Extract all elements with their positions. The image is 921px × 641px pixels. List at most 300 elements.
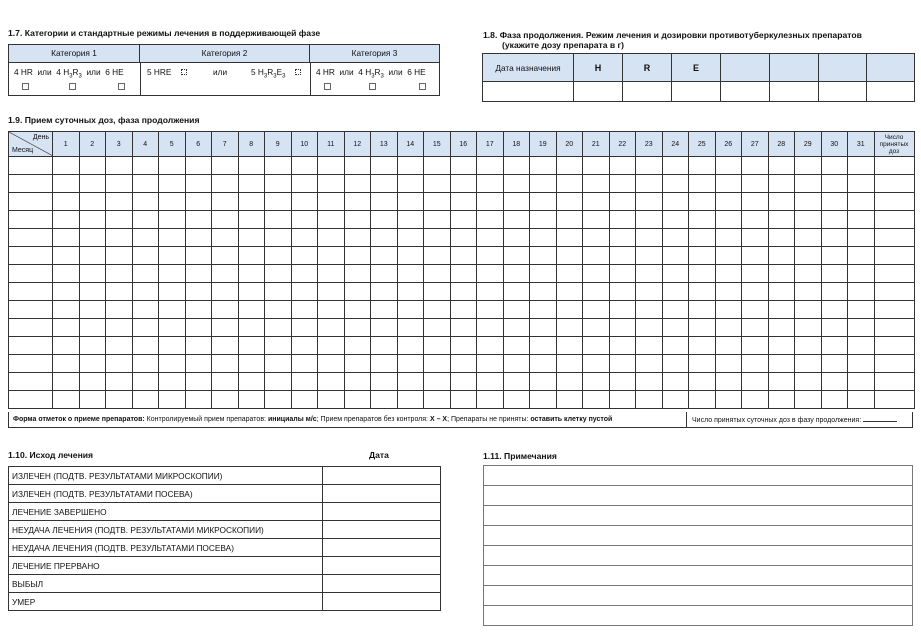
day-cell[interactable] — [265, 193, 292, 211]
day-cell[interactable] — [424, 211, 451, 229]
day-cell[interactable] — [424, 157, 451, 175]
day-cell[interactable] — [768, 391, 795, 409]
day-cell[interactable] — [583, 175, 610, 193]
doses-count-cell[interactable] — [874, 337, 914, 355]
day-cell[interactable] — [503, 211, 530, 229]
day-cell[interactable] — [450, 319, 477, 337]
day-cell[interactable] — [53, 283, 80, 301]
day-cell[interactable] — [742, 193, 769, 211]
day-cell[interactable] — [821, 211, 848, 229]
day-cell[interactable] — [397, 193, 424, 211]
outcome-date-cell[interactable] — [323, 467, 441, 485]
day-cell[interactable] — [371, 193, 398, 211]
day-cell[interactable] — [715, 193, 742, 211]
day-cell[interactable] — [662, 337, 689, 355]
day-cell[interactable] — [79, 265, 106, 283]
day-cell[interactable] — [53, 247, 80, 265]
day-cell[interactable] — [477, 301, 504, 319]
notes-input-cell[interactable] — [484, 606, 913, 626]
month-cell[interactable] — [9, 373, 53, 391]
day-cell[interactable] — [503, 193, 530, 211]
day-cell[interactable] — [821, 337, 848, 355]
day-cell[interactable] — [424, 355, 451, 373]
day-cell[interactable] — [689, 247, 716, 265]
day-cell[interactable] — [424, 337, 451, 355]
day-cell[interactable] — [53, 229, 80, 247]
day-cell[interactable] — [318, 175, 345, 193]
day-cell[interactable] — [583, 301, 610, 319]
day-cell[interactable] — [848, 229, 875, 247]
day-cell[interactable] — [212, 319, 239, 337]
day-cell[interactable] — [79, 157, 106, 175]
day-cell[interactable] — [238, 157, 265, 175]
day-cell[interactable] — [848, 265, 875, 283]
day-cell[interactable] — [291, 247, 318, 265]
day-cell[interactable] — [609, 373, 636, 391]
day-cell[interactable] — [159, 319, 186, 337]
day-cell[interactable] — [689, 373, 716, 391]
day-cell[interactable] — [291, 211, 318, 229]
day-cell[interactable] — [291, 319, 318, 337]
day-cell[interactable] — [371, 265, 398, 283]
day-cell[interactable] — [662, 175, 689, 193]
day-cell[interactable] — [344, 193, 371, 211]
day-cell[interactable] — [185, 337, 212, 355]
day-cell[interactable] — [609, 319, 636, 337]
day-cell[interactable] — [53, 391, 80, 409]
day-cell[interactable] — [397, 157, 424, 175]
day-cell[interactable] — [477, 355, 504, 373]
day-cell[interactable] — [371, 391, 398, 409]
day-cell[interactable] — [662, 283, 689, 301]
doses-count-cell[interactable] — [874, 283, 914, 301]
day-cell[interactable] — [662, 355, 689, 373]
day-cell[interactable] — [79, 355, 106, 373]
day-cell[interactable] — [742, 175, 769, 193]
day-cell[interactable] — [530, 355, 557, 373]
checkbox-c3-4hr[interactable] — [324, 83, 331, 90]
day-cell[interactable] — [689, 301, 716, 319]
month-cell[interactable] — [9, 319, 53, 337]
day-cell[interactable] — [132, 175, 159, 193]
day-cell[interactable] — [238, 193, 265, 211]
day-cell[interactable] — [556, 355, 583, 373]
day-cell[interactable] — [636, 301, 663, 319]
day-cell[interactable] — [371, 175, 398, 193]
day-cell[interactable] — [212, 265, 239, 283]
day-cell[interactable] — [530, 391, 557, 409]
day-cell[interactable] — [212, 211, 239, 229]
outcome-date-cell[interactable] — [323, 485, 441, 503]
day-cell[interactable] — [53, 211, 80, 229]
day-cell[interactable] — [106, 337, 133, 355]
day-cell[interactable] — [715, 301, 742, 319]
day-cell[interactable] — [159, 265, 186, 283]
notes-input-cell[interactable] — [484, 466, 913, 486]
day-cell[interactable] — [742, 337, 769, 355]
day-cell[interactable] — [768, 319, 795, 337]
month-cell[interactable] — [9, 391, 53, 409]
day-cell[interactable] — [212, 247, 239, 265]
outcome-date-cell[interactable] — [323, 503, 441, 521]
day-cell[interactable] — [530, 319, 557, 337]
day-cell[interactable] — [530, 157, 557, 175]
dose-input-cell[interactable] — [770, 82, 819, 102]
day-cell[interactable] — [689, 265, 716, 283]
day-cell[interactable] — [185, 391, 212, 409]
day-cell[interactable] — [106, 247, 133, 265]
day-cell[interactable] — [79, 247, 106, 265]
day-cell[interactable] — [265, 229, 292, 247]
checkbox-c2-5h3r3e3[interactable] — [295, 69, 301, 75]
day-cell[interactable] — [238, 229, 265, 247]
day-cell[interactable] — [344, 391, 371, 409]
day-cell[interactable] — [318, 211, 345, 229]
day-cell[interactable] — [821, 355, 848, 373]
day-cell[interactable] — [477, 373, 504, 391]
day-cell[interactable] — [530, 175, 557, 193]
day-cell[interactable] — [477, 319, 504, 337]
day-cell[interactable] — [636, 391, 663, 409]
doses-count-cell[interactable] — [874, 265, 914, 283]
day-cell[interactable] — [344, 283, 371, 301]
day-cell[interactable] — [609, 265, 636, 283]
day-cell[interactable] — [79, 337, 106, 355]
day-cell[interactable] — [424, 229, 451, 247]
day-cell[interactable] — [212, 283, 239, 301]
day-cell[interactable] — [212, 373, 239, 391]
day-cell[interactable] — [79, 373, 106, 391]
day-cell[interactable] — [848, 355, 875, 373]
day-cell[interactable] — [265, 337, 292, 355]
day-cell[interactable] — [238, 337, 265, 355]
day-cell[interactable] — [795, 211, 822, 229]
day-cell[interactable] — [238, 355, 265, 373]
day-cell[interactable] — [344, 211, 371, 229]
day-cell[interactable] — [159, 193, 186, 211]
day-cell[interactable] — [662, 193, 689, 211]
day-cell[interactable] — [530, 283, 557, 301]
day-cell[interactable] — [689, 157, 716, 175]
day-cell[interactable] — [132, 157, 159, 175]
day-cell[interactable] — [503, 373, 530, 391]
day-cell[interactable] — [821, 265, 848, 283]
day-cell[interactable] — [742, 211, 769, 229]
day-cell[interactable] — [795, 337, 822, 355]
day-cell[interactable] — [821, 157, 848, 175]
day-cell[interactable] — [344, 337, 371, 355]
doses-count-cell[interactable] — [874, 391, 914, 409]
day-cell[interactable] — [424, 283, 451, 301]
day-cell[interactable] — [185, 283, 212, 301]
day-cell[interactable] — [556, 193, 583, 211]
day-cell[interactable] — [238, 247, 265, 265]
day-cell[interactable] — [636, 373, 663, 391]
day-cell[interactable] — [768, 301, 795, 319]
day-cell[interactable] — [371, 211, 398, 229]
day-cell[interactable] — [503, 391, 530, 409]
day-cell[interactable] — [53, 301, 80, 319]
day-cell[interactable] — [821, 247, 848, 265]
day-cell[interactable] — [132, 391, 159, 409]
day-cell[interactable] — [689, 229, 716, 247]
day-cell[interactable] — [530, 193, 557, 211]
day-cell[interactable] — [397, 175, 424, 193]
day-cell[interactable] — [583, 229, 610, 247]
day-cell[interactable] — [106, 283, 133, 301]
day-cell[interactable] — [106, 157, 133, 175]
day-cell[interactable] — [556, 229, 583, 247]
day-cell[interactable] — [530, 265, 557, 283]
day-cell[interactable] — [79, 211, 106, 229]
day-cell[interactable] — [742, 391, 769, 409]
day-cell[interactable] — [132, 193, 159, 211]
day-cell[interactable] — [636, 283, 663, 301]
day-cell[interactable] — [450, 337, 477, 355]
day-cell[interactable] — [715, 247, 742, 265]
day-cell[interactable] — [530, 211, 557, 229]
day-cell[interactable] — [212, 355, 239, 373]
day-cell[interactable] — [556, 175, 583, 193]
day-cell[interactable] — [318, 283, 345, 301]
day-cell[interactable] — [79, 193, 106, 211]
day-cell[interactable] — [159, 373, 186, 391]
doses-count-cell[interactable] — [874, 175, 914, 193]
day-cell[interactable] — [291, 283, 318, 301]
day-cell[interactable] — [344, 247, 371, 265]
day-cell[interactable] — [79, 229, 106, 247]
day-cell[interactable] — [848, 211, 875, 229]
day-cell[interactable] — [477, 157, 504, 175]
day-cell[interactable] — [159, 283, 186, 301]
day-cell[interactable] — [503, 175, 530, 193]
day-cell[interactable] — [450, 265, 477, 283]
day-cell[interactable] — [795, 301, 822, 319]
day-cell[interactable] — [530, 337, 557, 355]
day-cell[interactable] — [53, 319, 80, 337]
day-cell[interactable] — [742, 319, 769, 337]
day-cell[interactable] — [821, 229, 848, 247]
day-cell[interactable] — [583, 319, 610, 337]
day-cell[interactable] — [185, 265, 212, 283]
day-cell[interactable] — [795, 229, 822, 247]
day-cell[interactable] — [583, 211, 610, 229]
day-cell[interactable] — [848, 373, 875, 391]
day-cell[interactable] — [397, 391, 424, 409]
day-cell[interactable] — [212, 157, 239, 175]
day-cell[interactable] — [106, 301, 133, 319]
day-cell[interactable] — [609, 391, 636, 409]
checkbox-c1-4hr[interactable] — [22, 83, 29, 90]
month-cell[interactable] — [9, 265, 53, 283]
day-cell[interactable] — [821, 373, 848, 391]
day-cell[interactable] — [662, 301, 689, 319]
day-cell[interactable] — [636, 175, 663, 193]
day-cell[interactable] — [689, 337, 716, 355]
day-cell[interactable] — [450, 157, 477, 175]
day-cell[interactable] — [503, 157, 530, 175]
day-cell[interactable] — [424, 319, 451, 337]
day-cell[interactable] — [371, 229, 398, 247]
day-cell[interactable] — [265, 319, 292, 337]
day-cell[interactable] — [556, 391, 583, 409]
day-cell[interactable] — [689, 283, 716, 301]
day-cell[interactable] — [344, 175, 371, 193]
day-cell[interactable] — [477, 337, 504, 355]
day-cell[interactable] — [742, 373, 769, 391]
day-cell[interactable] — [636, 157, 663, 175]
day-cell[interactable] — [265, 391, 292, 409]
day-cell[interactable] — [424, 301, 451, 319]
day-cell[interactable] — [79, 391, 106, 409]
day-cell[interactable] — [715, 175, 742, 193]
day-cell[interactable] — [609, 175, 636, 193]
day-cell[interactable] — [742, 157, 769, 175]
day-cell[interactable] — [662, 265, 689, 283]
day-cell[interactable] — [132, 211, 159, 229]
day-cell[interactable] — [238, 211, 265, 229]
dose-input-cell[interactable] — [623, 82, 672, 102]
day-cell[interactable] — [265, 301, 292, 319]
day-cell[interactable] — [185, 193, 212, 211]
day-cell[interactable] — [556, 247, 583, 265]
day-cell[interactable] — [477, 211, 504, 229]
day-cell[interactable] — [159, 211, 186, 229]
day-cell[interactable] — [636, 355, 663, 373]
day-cell[interactable] — [503, 265, 530, 283]
checkbox-c3-6he[interactable] — [419, 83, 426, 90]
doses-count-cell[interactable] — [874, 229, 914, 247]
day-cell[interactable] — [318, 157, 345, 175]
day-cell[interactable] — [768, 175, 795, 193]
day-cell[interactable] — [106, 229, 133, 247]
outcome-date-cell[interactable] — [323, 557, 441, 575]
day-cell[interactable] — [132, 355, 159, 373]
day-cell[interactable] — [715, 337, 742, 355]
day-cell[interactable] — [583, 391, 610, 409]
day-cell[interactable] — [583, 193, 610, 211]
month-cell[interactable] — [9, 283, 53, 301]
day-cell[interactable] — [689, 193, 716, 211]
day-cell[interactable] — [636, 193, 663, 211]
day-cell[interactable] — [609, 337, 636, 355]
day-cell[interactable] — [212, 193, 239, 211]
day-cell[interactable] — [556, 337, 583, 355]
day-cell[interactable] — [159, 301, 186, 319]
day-cell[interactable] — [397, 319, 424, 337]
checkbox-c3-4h3r3[interactable] — [369, 83, 376, 90]
day-cell[interactable] — [185, 319, 212, 337]
doses-count-cell[interactable] — [874, 355, 914, 373]
day-cell[interactable] — [768, 211, 795, 229]
day-cell[interactable] — [477, 283, 504, 301]
day-cell[interactable] — [636, 229, 663, 247]
day-cell[interactable] — [397, 301, 424, 319]
day-cell[interactable] — [132, 229, 159, 247]
day-cell[interactable] — [344, 355, 371, 373]
day-cell[interactable] — [583, 283, 610, 301]
day-cell[interactable] — [265, 247, 292, 265]
day-cell[interactable] — [79, 283, 106, 301]
day-cell[interactable] — [848, 337, 875, 355]
notes-input-cell[interactable] — [484, 546, 913, 566]
day-cell[interactable] — [106, 193, 133, 211]
day-cell[interactable] — [742, 283, 769, 301]
day-cell[interactable] — [477, 193, 504, 211]
day-cell[interactable] — [238, 265, 265, 283]
day-cell[interactable] — [609, 301, 636, 319]
day-cell[interactable] — [795, 283, 822, 301]
day-cell[interactable] — [768, 337, 795, 355]
day-cell[interactable] — [53, 373, 80, 391]
day-cell[interactable] — [185, 301, 212, 319]
day-cell[interactable] — [450, 229, 477, 247]
day-cell[interactable] — [503, 283, 530, 301]
day-cell[interactable] — [185, 355, 212, 373]
day-cell[interactable] — [159, 355, 186, 373]
day-cell[interactable] — [291, 193, 318, 211]
day-cell[interactable] — [159, 391, 186, 409]
day-cell[interactable] — [53, 265, 80, 283]
day-cell[interactable] — [477, 247, 504, 265]
day-cell[interactable] — [503, 229, 530, 247]
dose-input-cell[interactable] — [819, 82, 867, 102]
day-cell[interactable] — [212, 229, 239, 247]
day-cell[interactable] — [238, 301, 265, 319]
day-cell[interactable] — [344, 265, 371, 283]
day-cell[interactable] — [397, 373, 424, 391]
day-cell[interactable] — [742, 265, 769, 283]
day-cell[interactable] — [397, 229, 424, 247]
day-cell[interactable] — [742, 229, 769, 247]
day-cell[interactable] — [636, 319, 663, 337]
day-cell[interactable] — [318, 301, 345, 319]
day-cell[interactable] — [689, 355, 716, 373]
day-cell[interactable] — [318, 391, 345, 409]
day-cell[interactable] — [768, 157, 795, 175]
day-cell[interactable] — [689, 391, 716, 409]
day-cell[interactable] — [556, 265, 583, 283]
day-cell[interactable] — [371, 301, 398, 319]
day-cell[interactable] — [715, 157, 742, 175]
day-cell[interactable] — [238, 391, 265, 409]
day-cell[interactable] — [530, 229, 557, 247]
doses-count-cell[interactable] — [874, 247, 914, 265]
day-cell[interactable] — [821, 391, 848, 409]
day-cell[interactable] — [583, 355, 610, 373]
day-cell[interactable] — [424, 265, 451, 283]
day-cell[interactable] — [662, 157, 689, 175]
date-input-cell[interactable] — [483, 82, 574, 102]
day-cell[interactable] — [53, 193, 80, 211]
day-cell[interactable] — [53, 157, 80, 175]
notes-input-cell[interactable] — [484, 526, 913, 546]
day-cell[interactable] — [212, 337, 239, 355]
day-cell[interactable] — [662, 247, 689, 265]
doses-count-cell[interactable] — [874, 193, 914, 211]
day-cell[interactable] — [477, 229, 504, 247]
day-cell[interactable] — [821, 283, 848, 301]
day-cell[interactable] — [79, 175, 106, 193]
day-cell[interactable] — [371, 319, 398, 337]
day-cell[interactable] — [503, 355, 530, 373]
day-cell[interactable] — [132, 373, 159, 391]
day-cell[interactable] — [821, 175, 848, 193]
day-cell[interactable] — [344, 229, 371, 247]
day-cell[interactable] — [265, 373, 292, 391]
day-cell[interactable] — [424, 193, 451, 211]
day-cell[interactable] — [265, 175, 292, 193]
